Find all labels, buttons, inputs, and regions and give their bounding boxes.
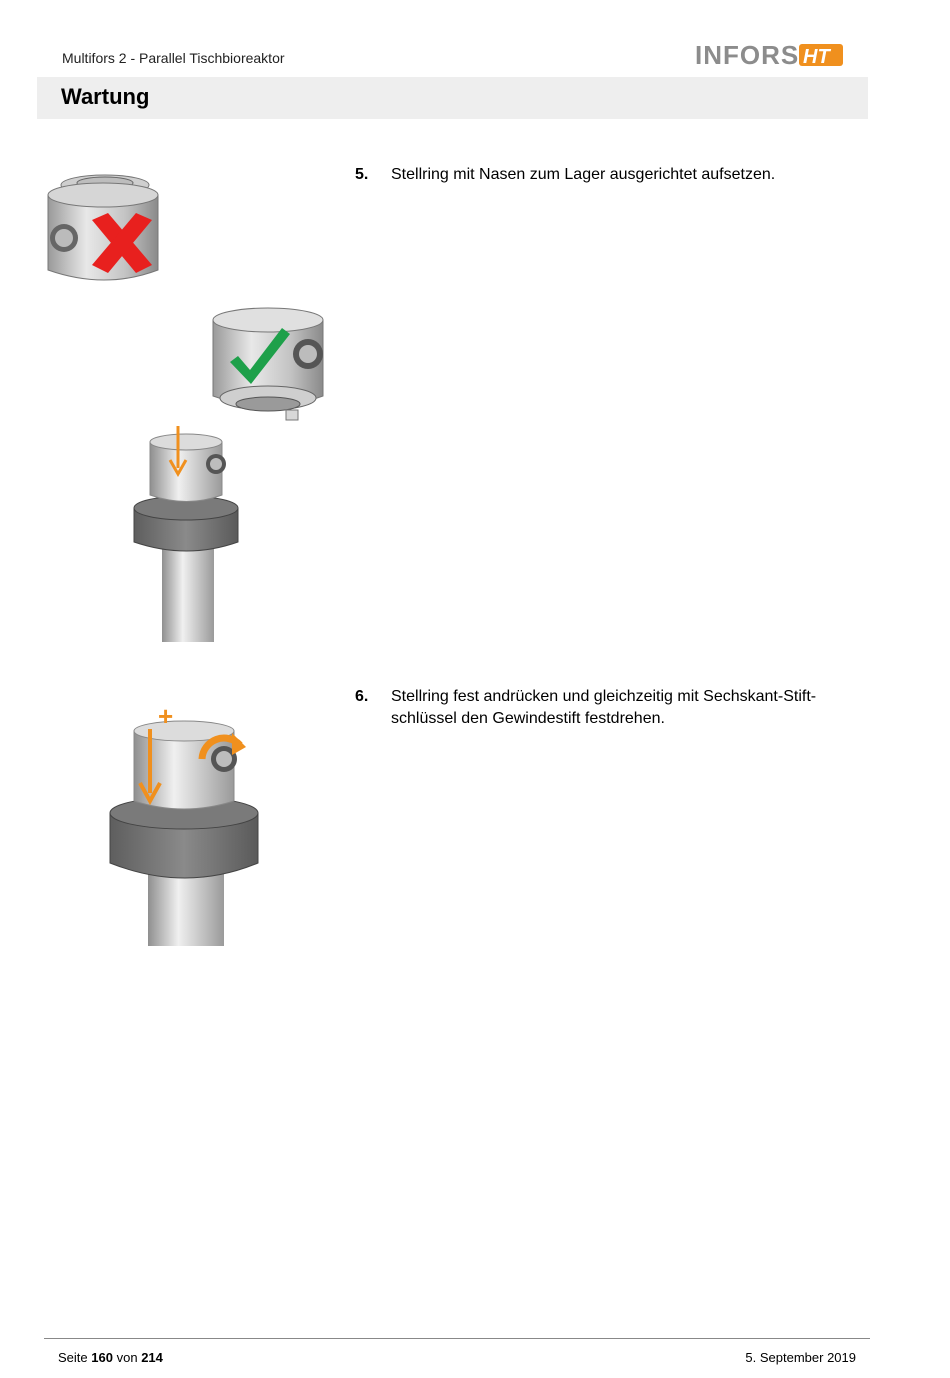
section-title: Wartung xyxy=(61,84,150,109)
document-title: Multifors 2 - Parallel Tischbioreaktor xyxy=(62,50,285,66)
plus-symbol: + xyxy=(158,703,174,731)
step-text: Stellring mit Nasen zum Lager ausgerichtet aufsetzen. xyxy=(391,166,776,183)
footer-divider xyxy=(44,1338,870,1339)
footer-date: 5. September 2019 xyxy=(745,1350,856,1365)
collar-placement-illustration xyxy=(130,420,245,645)
collar-tighten-illustration xyxy=(106,703,266,948)
infors-ht-logo xyxy=(695,38,845,72)
page-number xyxy=(58,1350,163,1365)
total-pages: 214 xyxy=(141,1350,163,1365)
logo-ht-mark xyxy=(799,44,843,68)
current-page: 160 xyxy=(91,1350,113,1365)
logo-suffix-text: HT xyxy=(803,46,830,68)
step-text: Stellring fest andrücken und gleichzeitig mit Sechskant-Stiftschlüssel den Gewindestift festdrehen. xyxy=(391,688,817,727)
step-number: 6. xyxy=(355,688,369,705)
logo-brand-text: INFORS xyxy=(695,40,800,70)
collar-wrong-orientation-illustration xyxy=(40,165,170,290)
page-of-label: von xyxy=(116,1350,138,1365)
page-label: Seite xyxy=(58,1350,88,1365)
collar-correct-orientation-illustration xyxy=(208,306,333,426)
section-header xyxy=(37,77,868,119)
step-number: 5. xyxy=(355,166,369,183)
